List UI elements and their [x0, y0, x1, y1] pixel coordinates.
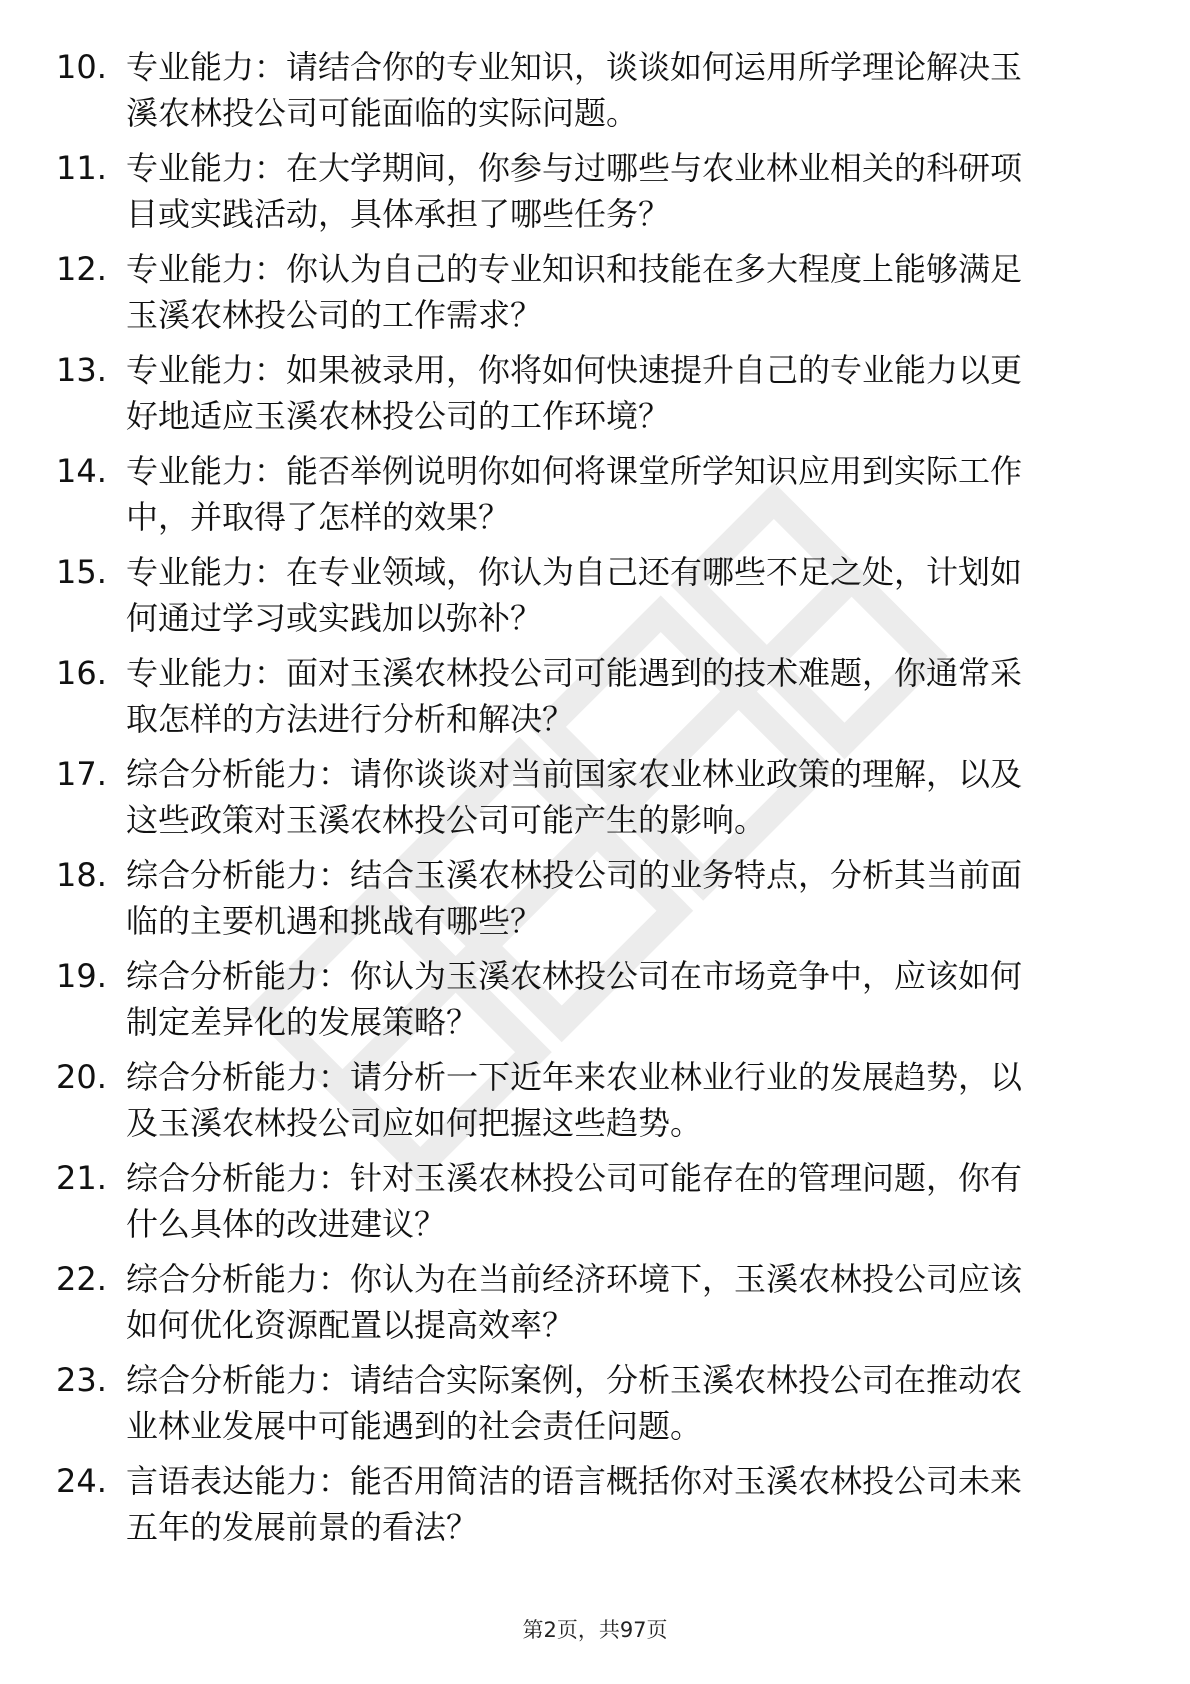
question-number: 20. [56, 1058, 107, 1096]
question-number: 18. [56, 856, 107, 894]
question-number: 13. [56, 351, 107, 389]
question-text: 综合分析能力：请你谈谈对当前国家农业林业政策的理解，以及 这些政策对玉溪农林投公司可能产生的影响。 [126, 755, 1023, 839]
question-number: 15. [56, 553, 107, 591]
question-number: 11. [56, 149, 107, 187]
question-item [0, 347, 1190, 448]
question-number: 17. [56, 755, 107, 793]
question-number: 22. [56, 1260, 107, 1298]
question-item [0, 953, 1190, 1054]
question-item [0, 44, 1190, 145]
question-item [0, 549, 1190, 650]
question-text: 专业能力：在大学期间，你参与过哪些与农业林业相关的科研项 目或实践活动，具体承担了哪些任务？ [126, 149, 1023, 233]
question-text: 专业能力：在专业领域，你认为自己还有哪些不足之处，计划如 何通过学习或实践加以弥补？ [126, 553, 1023, 637]
question-text: 综合分析能力：针对玉溪农林投公司可能存在的管理问题，你有 什么具体的改进建议？ [126, 1159, 1023, 1243]
question-item [0, 1458, 1190, 1559]
question-text: 专业能力：如果被录用，你将如何快速提升自己的专业能力以更 好地适应玉溪农林投公司的工作环境？ [126, 351, 1023, 435]
question-item [0, 448, 1190, 549]
question-item [0, 751, 1190, 852]
question-item [0, 1054, 1190, 1155]
question-item [0, 246, 1190, 347]
question-number: 10. [56, 48, 107, 86]
question-text: 专业能力：你认为自己的专业知识和技能在多大程度上能够满足 玉溪农林投公司的工作需求？ [126, 250, 1023, 334]
question-number: 16. [56, 654, 107, 692]
question-item [0, 1256, 1190, 1357]
question-text: 综合分析能力：请分析一下近年来农业林业行业的发展趋势，以 及玉溪农林投公司应如何把握这些趋势。 [126, 1058, 1023, 1142]
question-number: 21. [56, 1159, 107, 1197]
question-text: 专业能力：面对玉溪农林投公司可能遇到的技术难题，你通常采 取怎样的方法进行分析和解决？ [126, 654, 1023, 738]
question-text: 综合分析能力：你认为在当前经济环境下，玉溪农林投公司应该 如何优化资源配置以提高效率？ [126, 1260, 1023, 1344]
page-footer: 第2页，共97页 [522, 1618, 668, 1642]
question-text: 综合分析能力：结合玉溪农林投公司的业务特点，分析其当前面 临的主要机遇和挑战有哪些？ [126, 856, 1023, 940]
question-item [0, 1155, 1190, 1256]
question-text: 言语表达能力：能否用简洁的语言概括你对玉溪农林投公司未来 五年的发展前景的看法？ [126, 1462, 1023, 1546]
question-item [0, 650, 1190, 751]
question-item [0, 145, 1190, 246]
question-number: 24. [56, 1462, 107, 1500]
question-text: 综合分析能力：请结合实际案例，分析玉溪农林投公司在推动农 业林业发展中可能遇到的社会责任问题。 [126, 1361, 1023, 1445]
question-number: 12. [56, 250, 107, 288]
question-item [0, 852, 1190, 953]
question-item [0, 1357, 1190, 1458]
question-number: 14. [56, 452, 107, 490]
question-text: 综合分析能力：你认为玉溪农林投公司在市场竞争中，应该如何 制定差异化的发展策略？ [126, 957, 1023, 1041]
question-text: 专业能力：能否举例说明你如何将课堂所学知识应用到实际工作 中，并取得了怎样的效果？ [126, 452, 1023, 536]
question-list [0, 44, 1190, 1559]
question-text: 专业能力：请结合你的专业知识，谈谈如何运用所学理论解决玉 溪农林投公司可能面临的实际问题。 [126, 48, 1023, 132]
question-number: 19. [56, 957, 107, 995]
question-number: 23. [56, 1361, 107, 1399]
